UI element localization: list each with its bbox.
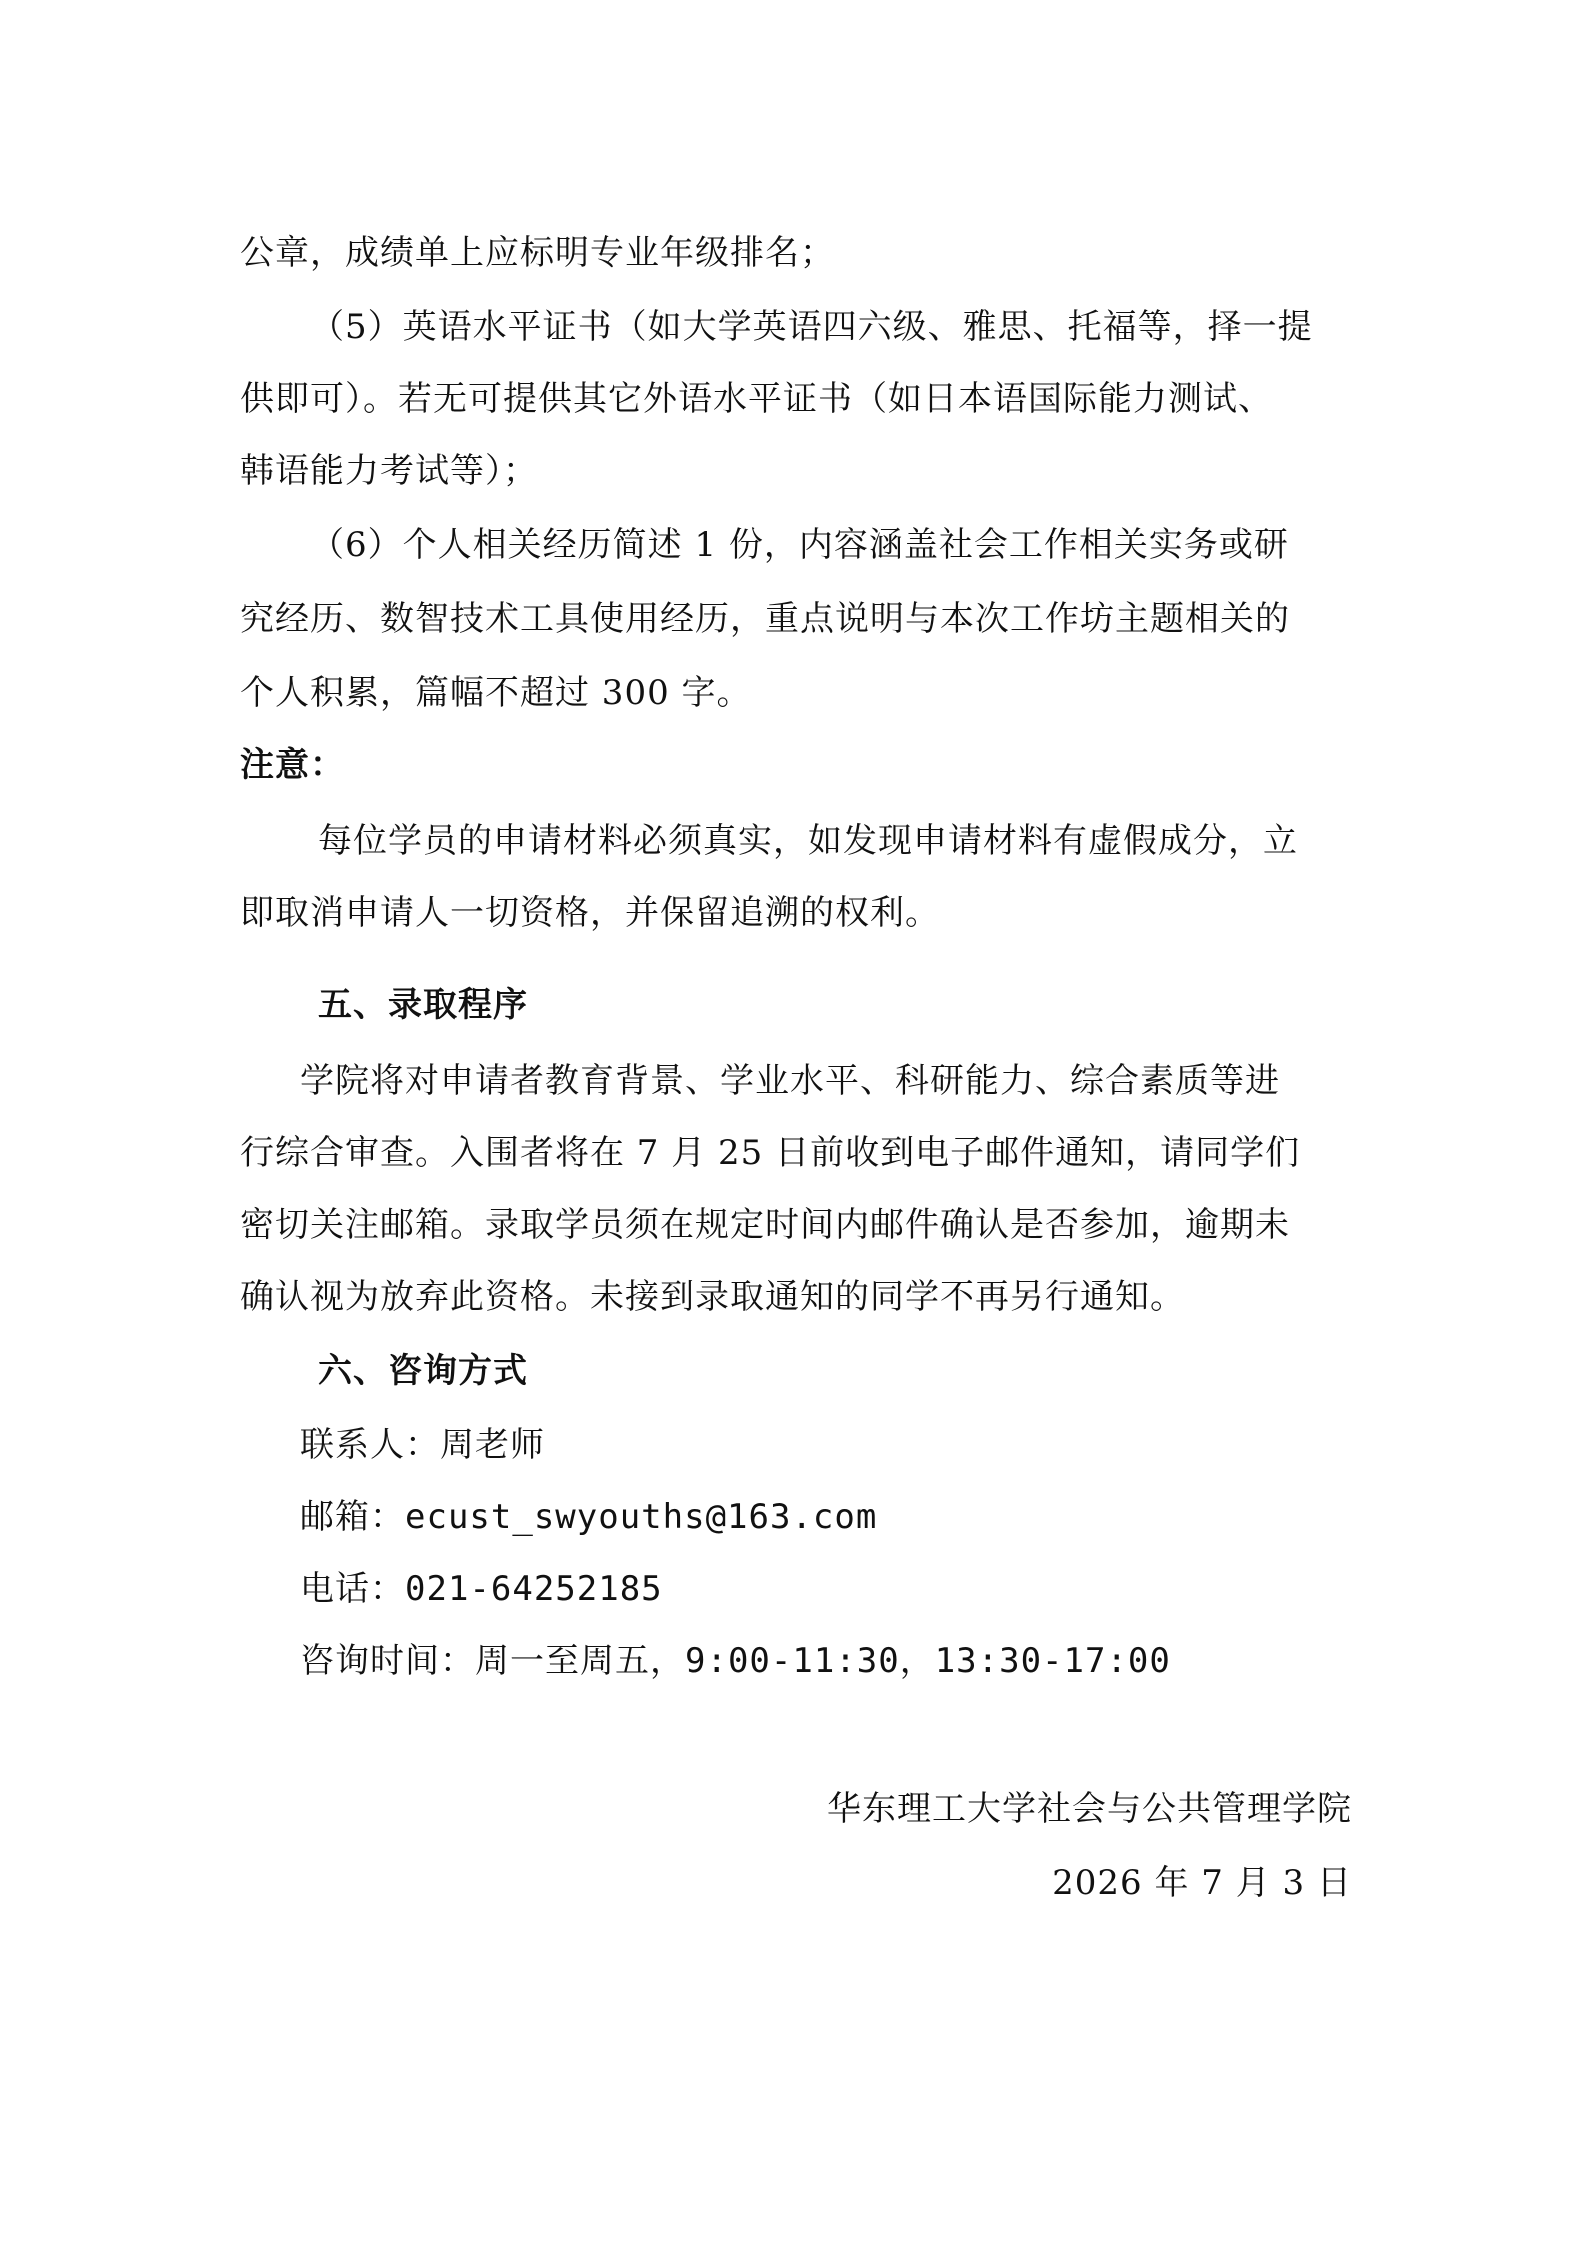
section5-line3: 密切关注邮箱。录取学员须在规定时间内邮件确认是否参加，逾期未 [240,1205,1290,1245]
contact-phone: 021-64252185 [405,1569,663,1609]
section5-line4: 确认视为放弃此资格。未接到录取通知的同学不再另行通知。 [240,1277,1185,1317]
note-line1: 每位学员的申请材料必须真实，如发现申请材料有虚假成分，立 [318,821,1298,861]
item6-line3: 个人积累，篇幅不超过 300 字。 [240,673,752,713]
contact-phone-row [300,1564,1420,1614]
item5-line2: 供即可）。若无可提供其它外语水平证书（如日本语国际能力测试、 [240,379,1273,419]
contact-hours-row [300,1636,1420,1686]
contact-phone-label: 电话： [300,1569,405,1609]
contact-email-label: 邮箱： [300,1497,405,1537]
note-line2: 即取消申请人一切资格，并保留追溯的权利。 [240,893,940,933]
contact-hours: 9:00-11:30，13:30-17:00 [685,1641,1171,1681]
contact-hours-label: 咨询时间：周一至周五， [300,1641,685,1681]
item6-line2: 究经历、数智技术工具使用经历，重点说明与本次工作坊主题相关的 [240,599,1290,639]
section6-heading: 六、咨询方式 [318,1351,528,1391]
contact-person: 联系人：周老师 [300,1425,545,1465]
signature-organization: 华东理工大学社会与公共管理学院 [827,1789,1352,1829]
item5-line3: 韩语能力考试等）； [240,451,538,491]
section5-heading: 五、录取程序 [318,985,528,1025]
signature-date: 2026 年 7 月 3 日 [1052,1863,1352,1903]
contact-email-row [300,1492,1420,1542]
contact-email: ecust_swyouths@163.com [405,1497,878,1537]
note-heading: 注意： [240,745,345,785]
item4-continuation: 公章，成绩单上应标明专业年级排名； [240,233,835,273]
item5-line1: （5）英语水平证书（如大学英语四六级、雅思、托福等，择一提 [310,307,1313,347]
section5-line1: 学院将对申请者教育背景、学业水平、科研能力、综合素质等进 [300,1061,1280,1101]
section5-line2: 行综合审查。入围者将在 7 月 25 日前收到电子邮件通知，请同学们 [240,1133,1301,1173]
item6-line1: （6）个人相关经历简述 1 份，内容涵盖社会工作相关实务或研 [310,525,1289,565]
